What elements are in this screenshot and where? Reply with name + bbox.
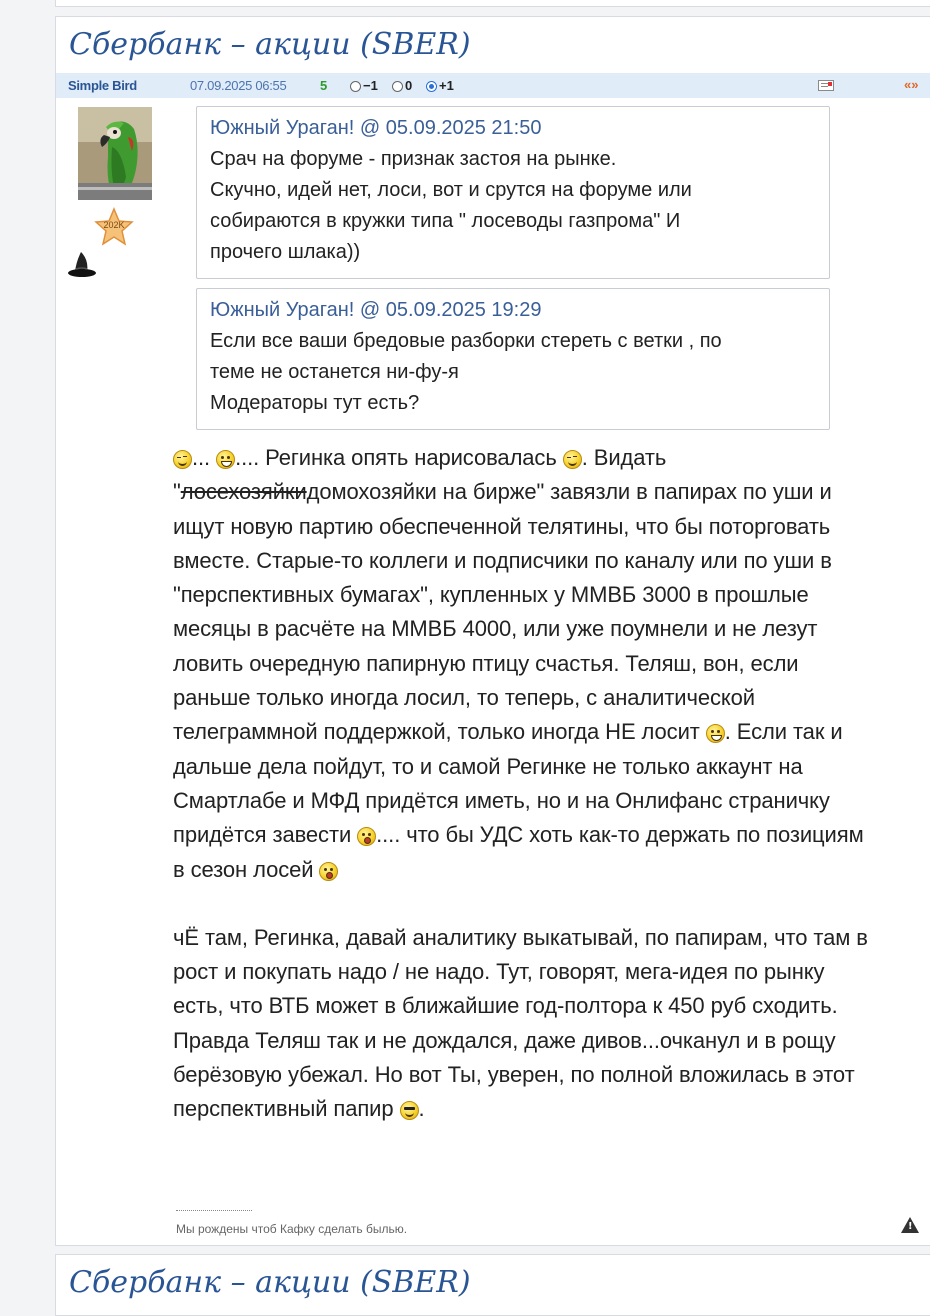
body-text-fragment: . bbox=[418, 1096, 425, 1122]
avatar[interactable] bbox=[78, 107, 152, 200]
quote-line: Модераторы тут есть? bbox=[210, 392, 420, 414]
laughing-smiley-icon bbox=[216, 450, 235, 469]
quote-block bbox=[196, 106, 830, 279]
quote-line: Срач на форуме - признак застоя на рынке. bbox=[210, 148, 617, 170]
forum-post bbox=[55, 1254, 930, 1316]
quote-block bbox=[196, 288, 830, 430]
body-text-fragment: . Видать bbox=[581, 445, 667, 470]
post-paragraph bbox=[173, 921, 873, 1127]
post-body bbox=[173, 441, 873, 1127]
body-text-fragment: " bbox=[173, 479, 181, 505]
wizard-hat-icon bbox=[67, 250, 99, 280]
quote-line: теме не останется ни-фу-я bbox=[210, 361, 459, 383]
quote-line: прочего шлака)) bbox=[210, 241, 361, 263]
laughing-smiley-icon bbox=[706, 724, 725, 743]
body-text-fragment: ... bbox=[192, 445, 211, 470]
vote-minus-one-label: −1 bbox=[363, 78, 378, 93]
vote-plus-one-label: +1 bbox=[439, 78, 454, 93]
vote-plus-one[interactable] bbox=[426, 78, 454, 93]
quote-line: Скучно, идей нет, лоси, вот и срутся на форуме или bbox=[210, 179, 692, 201]
post-title[interactable]: Сбербанк – акции (SBER) bbox=[69, 1265, 471, 1300]
post-paragraph bbox=[173, 441, 873, 887]
body-text-fragment: домохозяйки на бирже" завязли в папирах по уши и ищут новую партию обеспеченной телятины, что бы поторговать вместе. Старые-то коллеги и подписчики по каналу или по уши в "перспективных бумагах", купленных у ММВБ 3000 в прошлые месяцы в расчёте на ММВБ 4000, или уже поумнели и не лезут ловить очередную папирную птицу счастья. Теляш, вон, если раньше только иногда лосил, то теперь, с аналитической телеграммной поддержкой, только иногда НЕ лосит bbox=[173, 479, 832, 745]
parrot-image bbox=[78, 107, 152, 200]
quote-line: Если все ваши бредовые разборки стереть с ветки , по bbox=[210, 330, 722, 352]
vote-zero[interactable] bbox=[392, 78, 412, 93]
surprised-smiley-icon bbox=[357, 827, 376, 846]
post-date[interactable]: 07.09.2025 06:55 bbox=[190, 78, 287, 93]
signature-divider bbox=[176, 1210, 252, 1211]
report-warning-icon[interactable] bbox=[901, 1217, 919, 1233]
post-title[interactable]: Сбербанк – акции (SBER) bbox=[69, 27, 471, 62]
vote-zero-label: 0 bbox=[405, 78, 413, 93]
wink-smiley-icon bbox=[563, 450, 582, 469]
post-meta-bar bbox=[56, 73, 930, 98]
body-text-fragment: чЁ там, Регинка, давай аналитику выкатывай, по папирам, что там в рост и покупать надо / не надо. Тут, говорят, мега-идея по рынку есть, что ВТБ может в ближайшие год-полтора к 450 руб сходить. Правда Теляш так и не дождался, даже дивов...очканул и в рощу берёзовую убежал. Но вот Ты, уверен, по полной вложилась в этот перспективный папир bbox=[173, 924, 868, 1122]
author-link[interactable]: Simple Bird bbox=[68, 78, 137, 93]
strikethrough-text: лосехозяйки bbox=[180, 479, 307, 505]
body-text-fragment: .... что бы УДС хоть как-то держать по позициям в сезон лосей bbox=[173, 822, 864, 882]
post-score: 5 bbox=[320, 78, 328, 93]
quote-header[interactable]: Южный Ураган! @ 05.09.2025 19:29 bbox=[210, 299, 542, 321]
vote-zero-radio[interactable] bbox=[392, 81, 403, 92]
forum-post bbox=[55, 16, 930, 1246]
quote-header[interactable]: Южный Ураган! @ 05.09.2025 21:50 bbox=[210, 117, 542, 139]
signature: Мы рождены чтоб Кафку сделать былью. bbox=[176, 1222, 408, 1236]
previous-post-edge bbox=[55, 0, 930, 7]
confused-smiley-icon bbox=[173, 450, 192, 469]
quote-reply-icon[interactable]: «» bbox=[904, 77, 919, 92]
private-message-icon[interactable] bbox=[818, 80, 834, 91]
shocked-smiley-icon bbox=[319, 862, 338, 881]
quote-line: собираются в кружки типа " лосеводы газпрома" И bbox=[210, 210, 681, 232]
body-text-fragment: . Если так и дальше дела пойдут, то и самой Регинке не только аккаунт на Смартлабе и МФД придётся иметь, но и на Онлифанс страничку придётся завести bbox=[173, 719, 843, 848]
rank-badge-label: 202K bbox=[103, 220, 125, 230]
body-text-fragment: .... Регинка опять нарисовалась bbox=[235, 445, 557, 470]
vote-minus-one-radio[interactable] bbox=[350, 81, 361, 92]
sunglasses-smiley-icon bbox=[400, 1101, 419, 1120]
vote-minus-one[interactable] bbox=[350, 78, 378, 93]
vote-plus-one-radio[interactable] bbox=[426, 81, 437, 92]
